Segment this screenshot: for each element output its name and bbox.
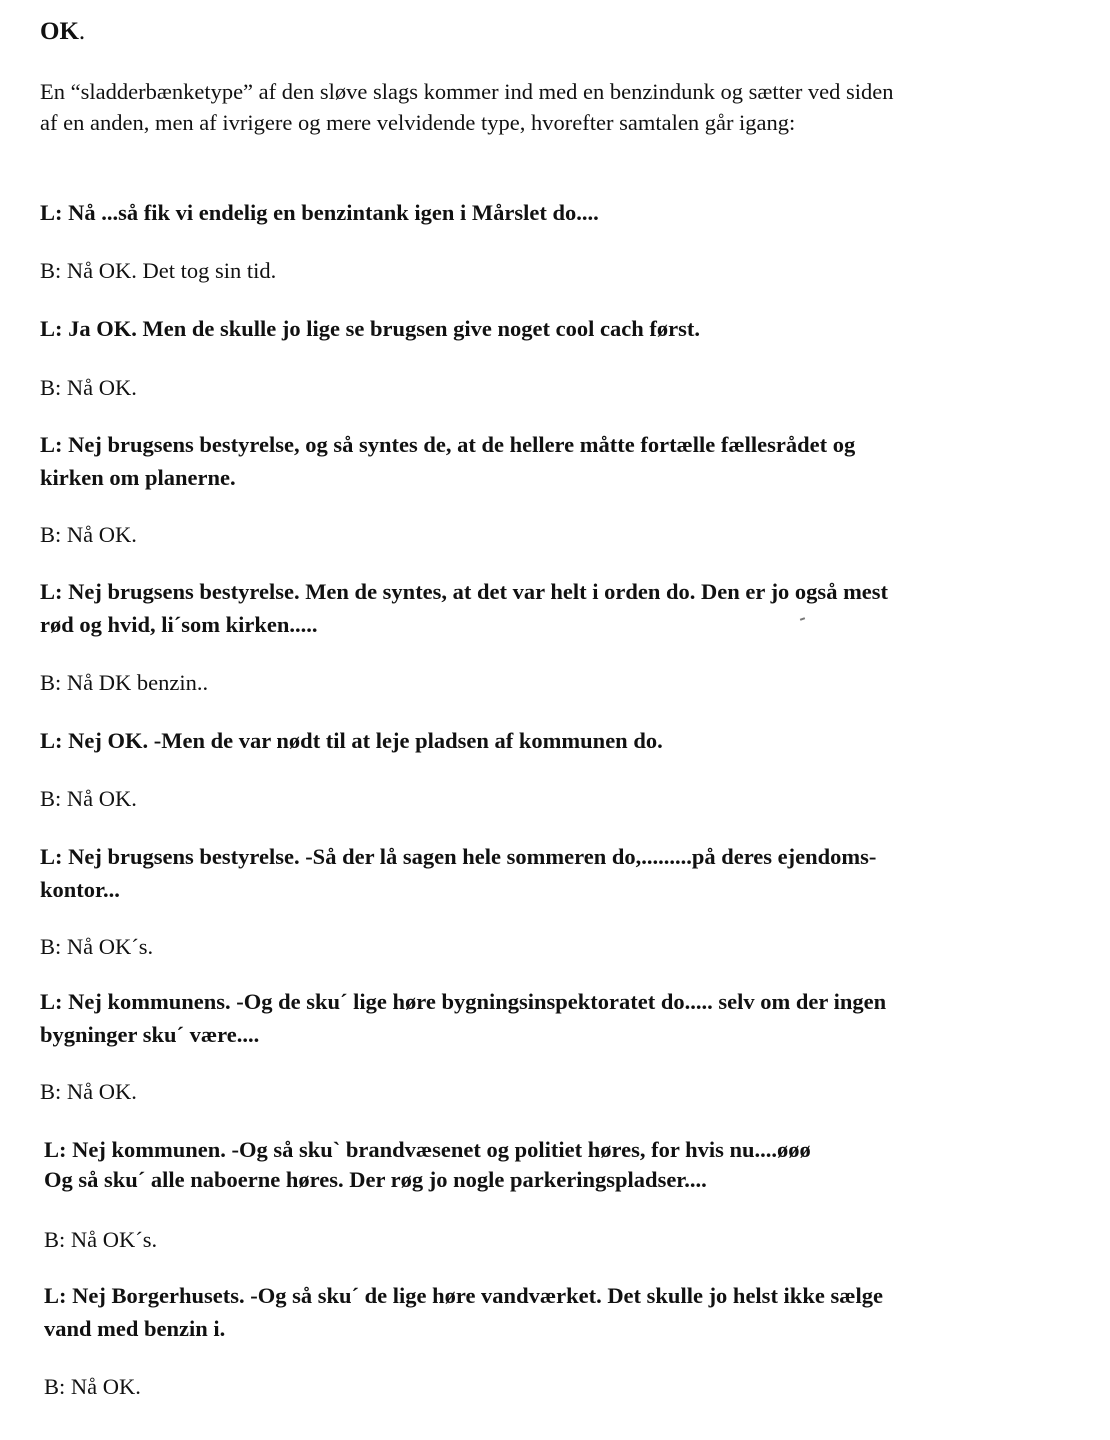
dialogue-line-b: B: Nå OK. [40, 1079, 137, 1104]
dialogue-line-l: L: Ja OK. Men de skulle jo lige se brugsen give noget cool cach først. [40, 316, 700, 341]
dialogue-line-b: B: Nå OK. [40, 786, 137, 811]
title-period: . [78, 18, 86, 45]
dialogue-line-b: B: Nå OK. [44, 1374, 141, 1399]
title-text: OK [40, 18, 79, 45]
dialogue-line-l: L: Nej brugsens bestyrelse. -Så der lå sagen hele sommeren do,.........på deres ejendoms- [40, 844, 877, 869]
dialogue-line-l: L: Nej kommunens. -Og de sku´ lige høre bygningsinspektoratet do..... selv om der ingen [40, 989, 887, 1014]
dialogue-line-l-cont: bygninger sku´ være.... [40, 1022, 260, 1047]
dialogue-line-l-cont: Og så sku´ alle naboerne høres. Der røg jo nogle parkeringspladser.... [44, 1167, 707, 1192]
dialogue-line-l: L: Nå ...så fik vi endelig en benzintank igen i Mårslet do.... [40, 200, 599, 225]
dialogue-line-l: L: Nej brugsens bestyrelse. Men de syntes, at det var helt i orden do. Den er jo også mest [40, 579, 889, 604]
dialogue-line-b: B: Nå OK. [40, 375, 137, 400]
dialogue-line-b: B: Nå OK. Det tog sin tid. [40, 258, 277, 283]
intro-line: En “sladderbænketype” af den sløve slags kommer ind med en benzindunk og sætter ved siden [40, 79, 894, 104]
dialogue-line-b: B: Nå OK´s. [40, 934, 154, 959]
page-title [40, 18, 85, 46]
dialogue-line-l-cont: vand med benzin i. [44, 1316, 226, 1341]
dialogue-line-b: B: Nå DK benzin.. [40, 670, 209, 695]
intro-line: af en anden, men af ivrigere og mere velvidende type, hvorefter samtalen går igang: [40, 110, 796, 135]
dialogue-line-l: L: Nej OK. -Men de var nødt til at leje pladsen af kommunen do. [40, 728, 663, 753]
scan-speck [800, 617, 805, 621]
dialogue-line-l: L: Nej kommunen. -Og så sku` brandvæsenet og politiet høres, for hvis nu....øøø [44, 1137, 811, 1162]
dialogue-line-l-cont: kirken om planerne. [40, 465, 236, 490]
dialogue-line-l-cont: rød og hvid, li´som kirken..... [40, 612, 318, 637]
dialogue-line-l-cont: kontor... [40, 877, 120, 902]
dialogue-line-b: B: Nå OK. [40, 522, 137, 547]
dialogue-line-l: L: Nej brugsens bestyrelse, og så syntes de, at de hellere måtte fortælle fællesrådet og [40, 432, 856, 457]
dialogue-line-l: L: Nej Borgerhusets. -Og så sku´ de lige høre vandværket. Det skulle jo helst ikke sælge [44, 1283, 883, 1308]
intro-paragraph [40, 76, 894, 138]
dialogue-line-b: B: Nå OK´s. [44, 1227, 158, 1252]
